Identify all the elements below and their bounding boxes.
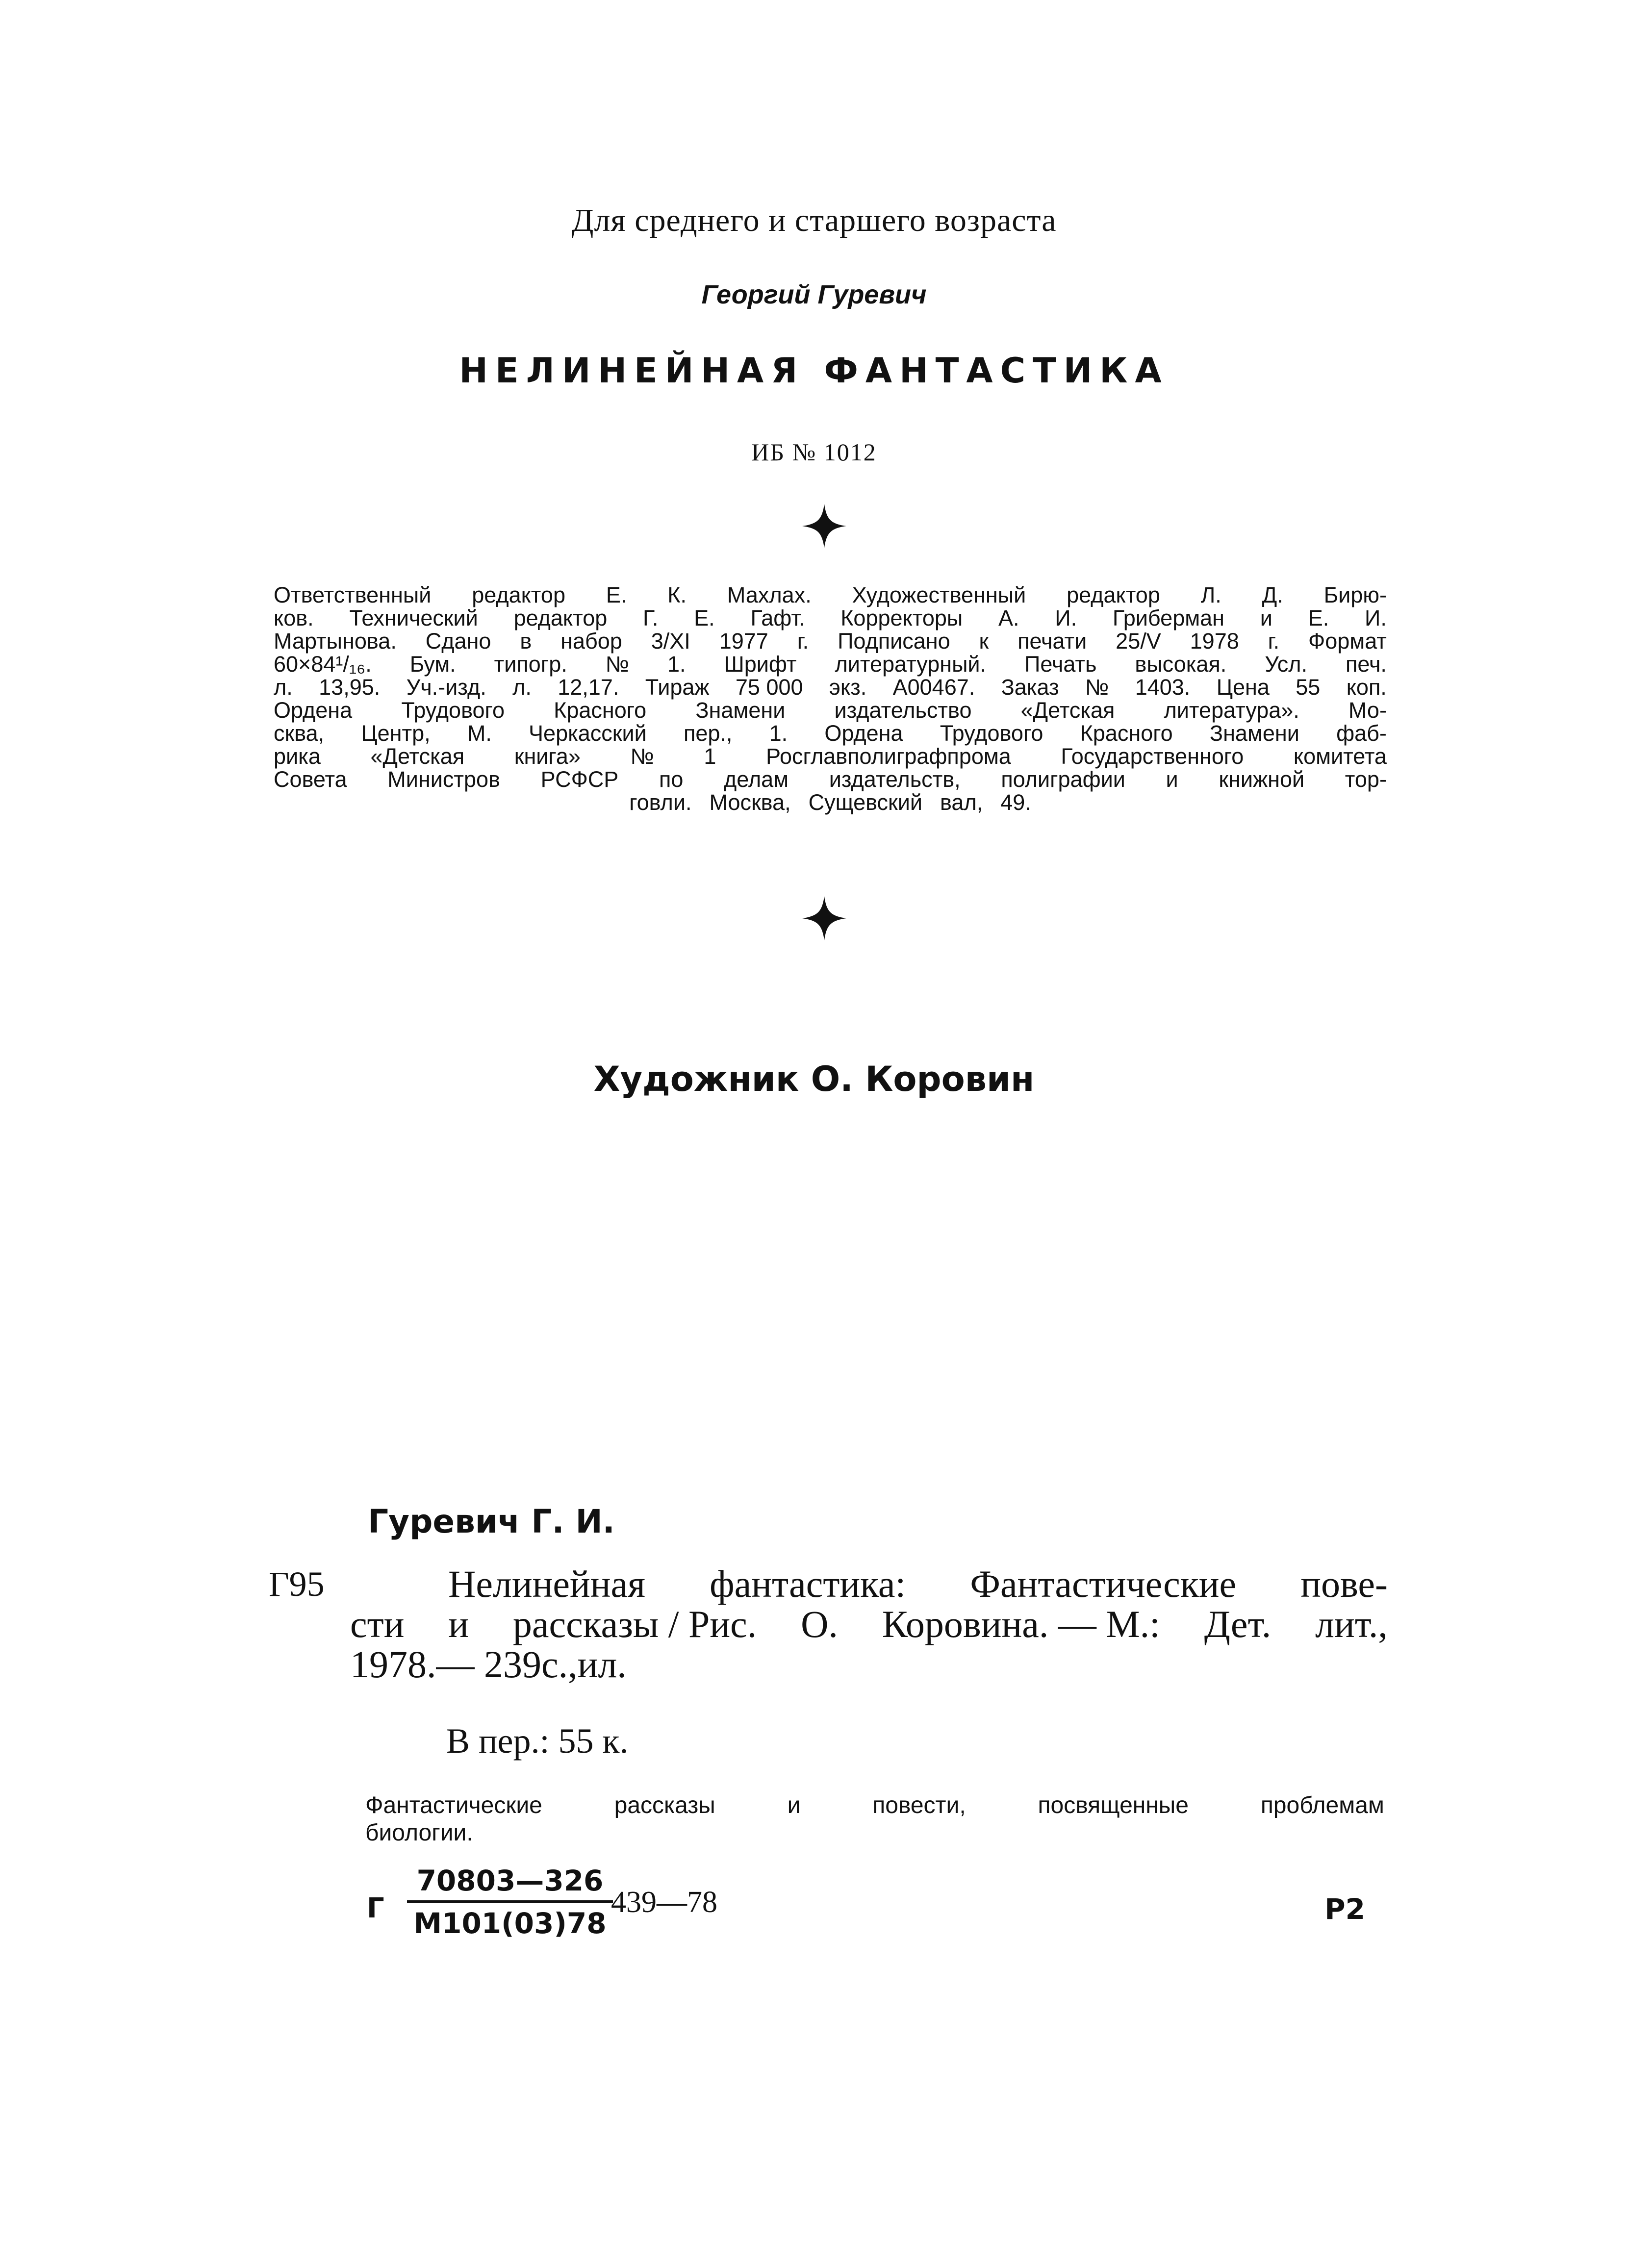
- description-line: [350, 1604, 1388, 1644]
- fraction-numerator: 70803—326: [416, 1864, 604, 1897]
- four-point-star-icon: [802, 896, 846, 940]
- word: Мо-: [1348, 698, 1387, 723]
- word: Москва,: [709, 790, 791, 815]
- word: Ответственный: [274, 582, 432, 607]
- word: 55: [1296, 675, 1321, 700]
- word: и: [787, 1792, 801, 1818]
- word: Корректоры: [840, 605, 963, 630]
- word: рика: [274, 744, 321, 769]
- word: рассказы / Рис.: [512, 1603, 757, 1645]
- word: О.: [801, 1603, 838, 1645]
- word: пер.,: [683, 721, 733, 746]
- word: биологии.: [365, 1820, 473, 1846]
- imprint-line: [274, 791, 1387, 814]
- word: Технический: [349, 605, 478, 630]
- word: Е.: [1308, 605, 1329, 630]
- word: Л.: [1200, 582, 1221, 607]
- word: Министров: [387, 767, 500, 792]
- annotation-line: [365, 1819, 1384, 1847]
- word: набор: [560, 629, 622, 654]
- word: Центр,: [361, 721, 431, 746]
- age-recommendation: Для среднего и старшего возраста: [571, 202, 1057, 238]
- word: 3/XI: [651, 629, 690, 654]
- word: Дет.: [1204, 1603, 1272, 1645]
- catalog-annotation: [365, 1792, 1384, 1847]
- word: 1.: [769, 721, 788, 746]
- word: книжной: [1219, 767, 1305, 792]
- imprint-line: [274, 583, 1387, 606]
- word: Бум.: [409, 652, 456, 677]
- word: Черкасский: [529, 721, 647, 746]
- word: Бирю-: [1323, 582, 1387, 607]
- word: сква,: [274, 721, 325, 746]
- word: А.: [998, 605, 1019, 630]
- catalog-price: В пер.: 55 к.: [446, 1721, 629, 1761]
- word: 1978: [1190, 629, 1239, 654]
- word: печати: [1018, 629, 1087, 654]
- word: 1978.— 239: [350, 1643, 541, 1686]
- word: Подписано: [838, 629, 950, 654]
- imprint-line: [274, 630, 1387, 653]
- illustrator-credit: Художник О. Коровин: [593, 1059, 1035, 1099]
- word: Уч.-изд.: [406, 675, 486, 700]
- word: Г.: [643, 605, 659, 630]
- imprint-line: [274, 676, 1387, 699]
- word: делам: [724, 767, 789, 792]
- word: коп.: [1346, 675, 1387, 700]
- word: л.: [512, 675, 532, 700]
- word: литературный.: [835, 652, 987, 677]
- imprint-line: [274, 722, 1387, 745]
- word: Мартынова.: [274, 629, 397, 654]
- word: пове-: [1300, 1562, 1388, 1605]
- word: Тираж: [645, 675, 710, 700]
- word: Сдано: [425, 629, 491, 654]
- fraction-suffix: 439—78: [611, 1886, 717, 1919]
- word: Печать: [1024, 652, 1097, 677]
- word: посвященные: [1038, 1792, 1189, 1818]
- catalog-author-heading: Гуревич Г. И.: [368, 1503, 615, 1540]
- word: 49.: [1000, 790, 1031, 815]
- word: 1977: [719, 629, 768, 654]
- four-point-star-icon: [802, 504, 846, 548]
- word: 60×84¹/₁₆.: [274, 652, 372, 677]
- word: печ.: [1346, 652, 1387, 677]
- word: 25/V: [1116, 629, 1161, 654]
- word: рассказы: [614, 1792, 715, 1818]
- word: редактор: [513, 605, 608, 630]
- word: 75 000: [735, 675, 803, 700]
- word: Гафт.: [750, 605, 805, 630]
- word: Гриберман: [1112, 605, 1225, 630]
- word: «Детская: [370, 744, 465, 769]
- word: К.: [667, 582, 687, 607]
- word: Знамени: [695, 698, 786, 723]
- word: г.: [1268, 629, 1280, 654]
- word: Трудового: [940, 721, 1043, 746]
- word: Знамени: [1209, 721, 1299, 746]
- word: «Детская: [1020, 698, 1115, 723]
- word: вал,: [940, 790, 983, 815]
- word: А00467.: [892, 675, 975, 700]
- imprint-line: [274, 745, 1387, 768]
- word: Коровина. — М.:: [882, 1603, 1160, 1645]
- word: в: [520, 629, 532, 654]
- word: 13,95.: [319, 675, 381, 700]
- word: №: [630, 744, 654, 769]
- word: М.: [467, 721, 492, 746]
- word: ков.: [274, 605, 314, 630]
- word: Трудового: [401, 698, 505, 723]
- word: И.: [1055, 605, 1077, 630]
- word: экз.: [829, 675, 867, 700]
- word: Росглавполиграфпрома: [765, 744, 1011, 769]
- word: Формат: [1308, 629, 1387, 654]
- word: Шрифт: [724, 652, 797, 677]
- word: 12,17.: [558, 675, 619, 700]
- word: повести,: [872, 1792, 966, 1818]
- imprint-line: [274, 768, 1387, 791]
- catalog-description: [350, 1564, 1388, 1685]
- book-title: НЕЛИНЕЙНАЯ ФАНТАСТИКА: [459, 351, 1169, 391]
- word: И.: [1364, 605, 1387, 630]
- word: Нелинейная: [448, 1562, 645, 1605]
- word: Д.: [1262, 582, 1283, 607]
- word: и: [1260, 605, 1272, 630]
- word: издательств,: [829, 767, 961, 792]
- fraction-bar: [407, 1900, 613, 1903]
- word: фаб-: [1336, 721, 1387, 746]
- word: типогр.: [494, 652, 567, 677]
- word: с.,: [541, 1643, 578, 1686]
- word: литература».: [1164, 698, 1299, 723]
- word: РСФСР: [540, 767, 619, 792]
- word: Сущевский: [808, 790, 923, 815]
- word: Фантастические: [365, 1792, 542, 1818]
- word: 1: [704, 744, 716, 769]
- word: ил.: [577, 1643, 627, 1686]
- author-name: Георгий Гуревич: [701, 280, 927, 309]
- word: книга»: [514, 744, 581, 769]
- word: Усл.: [1265, 652, 1308, 677]
- word: Красного: [554, 698, 647, 723]
- word: Заказ: [1001, 675, 1059, 700]
- word: сти: [350, 1603, 405, 1645]
- word: Цена: [1216, 675, 1270, 700]
- word: говли.: [629, 790, 692, 815]
- annotation-line: [365, 1792, 1384, 1819]
- word: и: [1166, 767, 1178, 792]
- word: л.: [274, 675, 293, 700]
- word: г.: [797, 629, 809, 654]
- word: проблемам: [1260, 1792, 1384, 1818]
- word: Совета: [274, 767, 347, 792]
- word: №: [1085, 675, 1109, 700]
- word: редактор: [1067, 582, 1160, 607]
- imprint-line: [274, 653, 1387, 676]
- ib-number: ИБ № 1012: [751, 438, 877, 466]
- word: и: [448, 1603, 469, 1645]
- word: Фантастические: [970, 1562, 1237, 1605]
- word: 1403.: [1135, 675, 1191, 700]
- word: Е.: [694, 605, 715, 630]
- word: высокая.: [1135, 652, 1227, 677]
- word: №: [605, 652, 629, 677]
- description-line: [350, 1644, 1388, 1685]
- word: издательство: [834, 698, 972, 723]
- word: Красного: [1080, 721, 1173, 746]
- word: Ордена: [274, 698, 353, 723]
- index-fraction: [407, 1863, 613, 1941]
- word: полиграфии: [1001, 767, 1125, 792]
- word: к: [979, 629, 989, 654]
- word: Ордена: [824, 721, 903, 746]
- word: комитета: [1293, 744, 1387, 769]
- word: лит.,: [1315, 1603, 1388, 1645]
- imprint-block: [274, 583, 1387, 814]
- word: 1.: [667, 652, 686, 677]
- index-letter: Г: [367, 1892, 384, 1924]
- word: фантастика:: [710, 1562, 906, 1605]
- word: редактор: [472, 582, 565, 607]
- catalog-code: Г95: [269, 1564, 325, 1604]
- bbk-code: Р2: [1324, 1892, 1365, 1926]
- imprint-line: [274, 699, 1387, 722]
- word: Государственного: [1061, 744, 1244, 769]
- word: Махлах.: [727, 582, 812, 607]
- word: Художественный: [852, 582, 1026, 607]
- word: тор-: [1345, 767, 1387, 792]
- word: по: [659, 767, 684, 792]
- word: Е.: [606, 582, 627, 607]
- fraction-denominator: М101(03)78: [413, 1907, 607, 1940]
- imprint-line: [274, 606, 1387, 630]
- description-line: [350, 1564, 1388, 1604]
